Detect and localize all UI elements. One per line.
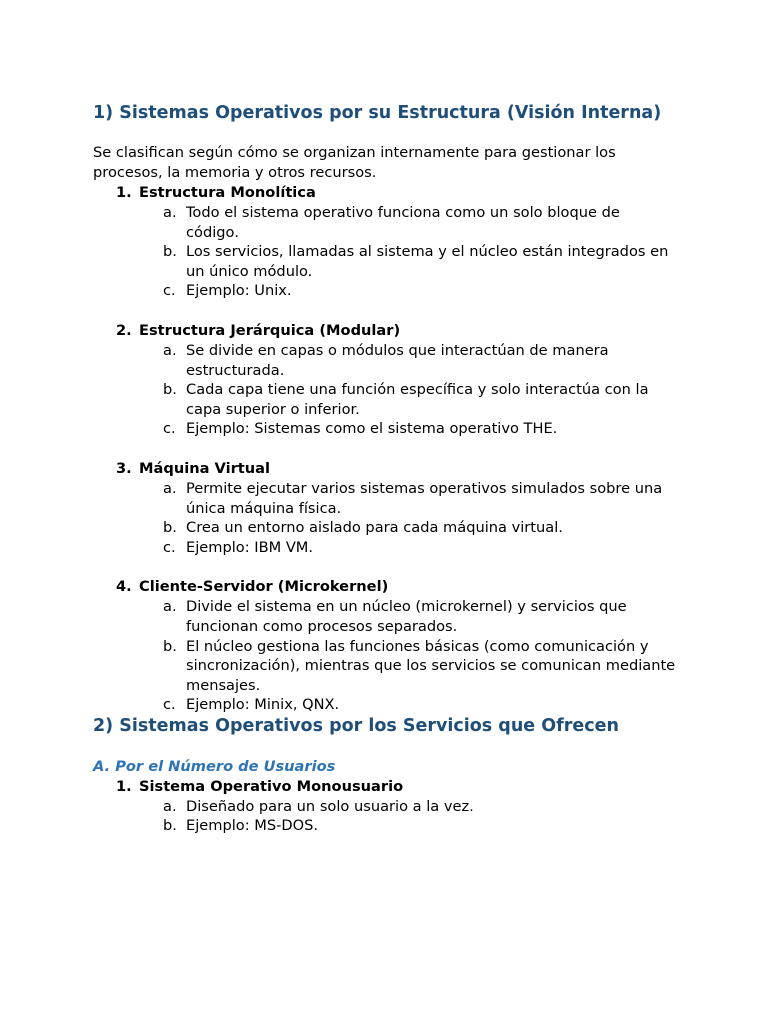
- sub-item-letter: b.: [163, 519, 177, 537]
- sub-item-text: Ejemplo: Minix, QNX.: [186, 696, 340, 714]
- sub-item-text: Todo el sistema operativo funciona como un solo bloque de código.: [186, 204, 620, 241]
- sub-list-item: [139, 597, 683, 636]
- sub-item-letter: b.: [163, 243, 177, 261]
- sub-item-letter: a.: [163, 797, 177, 815]
- sub-item-text: Crea un entorno aislado para cada máquina virtual.: [186, 519, 563, 537]
- item-number: 4.: [116, 578, 132, 596]
- item-title: Cliente-Servidor (Microkernel): [139, 578, 389, 596]
- sub-item-text: Cada capa tiene una función específica y solo interactúa con la capa superior o inferior.: [186, 381, 649, 418]
- sub-list-item: [139, 637, 683, 696]
- section-2-heading: 2) Sistemas Operativos por los Servicios que Ofrecen: [93, 715, 619, 736]
- sub-item-text: El núcleo gestiona las funciones básicas (como comunicación y sincronización), mientras que los servicios se comunican mediante mensajes.: [186, 637, 676, 694]
- item-number: 3.: [116, 459, 132, 477]
- sub-list-item: [139, 380, 683, 419]
- section-1-heading: 1) Sistemas Operativos por su Estructura (Visión Interna): [93, 103, 662, 123]
- sub-item-letter: c.: [163, 696, 176, 714]
- sub-item-letter: a.: [163, 204, 177, 221]
- item-title: Estructura Monolítica: [139, 184, 316, 201]
- spacer: [139, 439, 683, 459]
- sub-list: [139, 597, 683, 715]
- sub-item-letter: a.: [163, 341, 177, 359]
- sub-item-text: Divide el sistema en un núcleo (microkernel) y servicios que funcionan como procesos separados.: [186, 598, 627, 635]
- sub-list-item: [139, 341, 683, 380]
- sub-item-text: Ejemplo: Unix.: [186, 282, 292, 300]
- users-list: [93, 777, 683, 836]
- item-title: Estructura Jerárquica (Modular): [139, 321, 401, 339]
- sub-item-letter: c.: [163, 420, 176, 438]
- subsection-heading: A. Por el Número de Usuarios: [93, 757, 336, 775]
- sub-item-letter: a.: [163, 598, 177, 616]
- list-item: [93, 183, 683, 321]
- spacer: [139, 557, 683, 577]
- sub-list-item: [139, 281, 683, 301]
- sub-list: [139, 479, 683, 557]
- spacer: [139, 301, 683, 321]
- item-number: 2.: [116, 321, 132, 339]
- sub-list: [139, 341, 683, 439]
- sub-item-text: Ejemplo: Sistemas como el sistema operativo THE.: [186, 420, 558, 438]
- sub-list-item: [139, 203, 683, 242]
- sub-list-item: [139, 518, 683, 538]
- sub-list-item: [139, 479, 683, 518]
- sub-list-item: [139, 242, 683, 281]
- item-number: 1.: [116, 777, 132, 795]
- sub-list-item: [139, 695, 683, 715]
- sub-list: [139, 203, 683, 301]
- sub-item-text: Ejemplo: MS-DOS.: [186, 817, 319, 835]
- sub-list-item: [139, 419, 683, 439]
- sub-list-item: [139, 538, 683, 558]
- sub-item-letter: c.: [163, 282, 176, 300]
- sub-item-letter: b.: [163, 817, 177, 835]
- structure-list: [93, 183, 683, 715]
- sub-item-text: Ejemplo: IBM VM.: [186, 538, 314, 556]
- section-1-intro: Se clasifican según cómo se organizan internamente para gestionar los procesos, la memoria y otros recursos.: [93, 144, 616, 181]
- sub-list-item: [139, 816, 683, 836]
- sub-item-text: Se divide en capas o módulos que interactúan de manera estructurada.: [186, 341, 609, 379]
- sub-item-text: Los servicios, llamadas al sistema y el núcleo están integrados en un único módulo.: [186, 243, 669, 280]
- list-item: [93, 459, 683, 577]
- sub-item-text: Diseñado para un solo usuario a la vez.: [186, 797, 474, 815]
- item-title: Sistema Operativo Monousuario: [139, 777, 404, 795]
- list-item: [93, 577, 683, 715]
- sub-list-item: [139, 797, 683, 817]
- sub-item-letter: c.: [163, 538, 176, 556]
- sub-list: [139, 797, 683, 836]
- list-item: [93, 777, 683, 836]
- list-item: [93, 321, 683, 459]
- item-number: 1.: [116, 184, 132, 201]
- sub-item-letter: b.: [163, 381, 177, 399]
- document-page: [93, 102, 683, 836]
- sub-item-letter: a.: [163, 479, 177, 497]
- item-title: Máquina Virtual: [139, 459, 270, 477]
- sub-item-letter: b.: [163, 637, 177, 655]
- sub-item-text: Permite ejecutar varios sistemas operativos simulados sobre una única máquina física.: [186, 479, 663, 517]
